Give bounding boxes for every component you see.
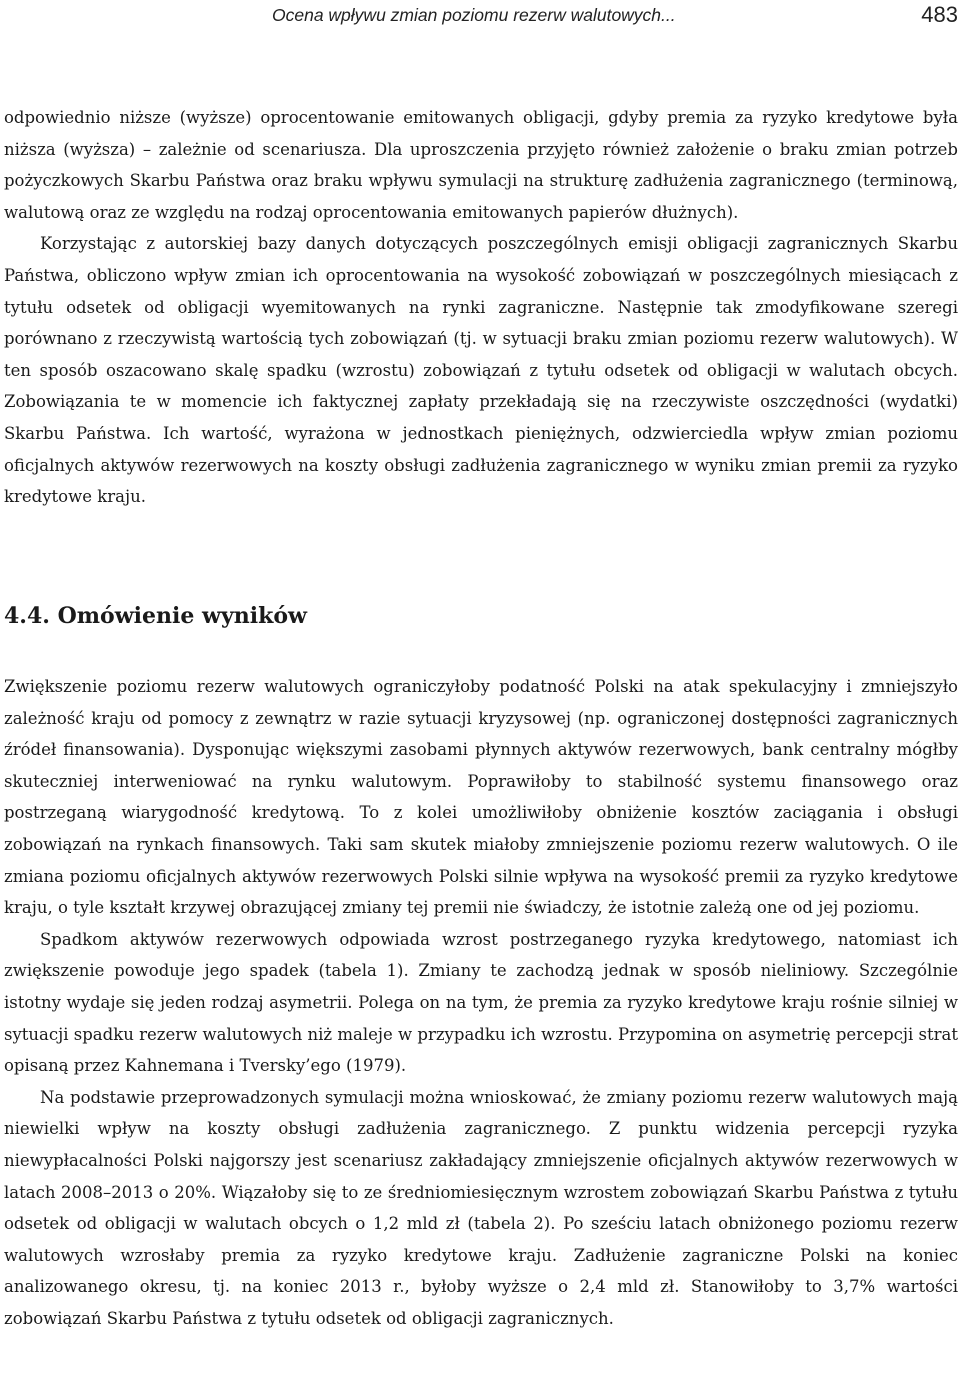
results-text-block — [4, 671, 958, 1334]
section-heading — [4, 603, 307, 629]
running-title: Ocena wpływu zmian poziomu rezerw walutowych... — [272, 5, 676, 25]
page-number: 483 — [921, 2, 958, 27]
paragraph-simulation-results: Na podstawie przeprowadzonych symulacji można wnioskować, że zmiany poziomu rezerw walutowych mają niewielki wpływ na koszty obsługi zadłużenia zagranicznego. Z punktu widzenia percepcji ryzyka niewypłacalności Polski najgorszy jest scenariusz zakładający zmniejszenie oficjalnych aktywów rezerwowych w latach 2008–2013 o 20%. Wiązałoby się to ze średniomiesięcznym wzrostem zobowiązań Skarbu Państwa z tytułu odsetek od obligacji w walutach obcych o 1,2 mld zł (tabela 2). Po sześciu latach obniżonego poziomu rezerw walutowych wzrosłaby premia za ryzyko kredytowe kraju. Zadłużenie zagraniczne Polski na koniec analizowanego okresu, tj. na koniec 2013 r., byłoby wyższe o 2,4 mld zł. Stanowiłoby to 3,7% wartości zobowiązań Skarbu Państwa z tytułu odsetek od obligacji zagranicznych. — [4, 1087, 958, 1328]
running-header — [0, 0, 960, 36]
paragraph-continuation: odpowiednio niższe (wyższe) oprocentowanie emitowanych obligacji, gdyby premia za ryzyko kredytowe była niższa (wyższa) – zależnie od scenariusza. Dla uproszczenia przyjęto również założenie o braku zmian potrzeb pożyczkowych Skarbu Państwa oraz braku wpływu symulacji na strukturę zadłużenia zagranicznego (terminową, walutową oraz ze względu na rodzaj oprocentowania emitowanych papierów dłużnych). — [4, 108, 958, 222]
paragraph-methodology: Korzystając z autorskiej bazy danych dotyczących poszczególnych emisji obligacji zagranicznych Skarbu Państwa, obliczono wpływ zmian ich oprocentowania na wysokość zobowiązań w poszczególnych miesiącach z tytułu odsetek od obligacji wyemitowanych na rynki zagraniczne. Następnie tak zmodyfikowane szeregi porównano z rzeczywistą wartością tych zobowiązań (tj. w sytuacji braku zmian poziomu rezerw walutowych). W ten sposób oszacowano skalę spadku (wzrostu) zobowiązań z tytułu odsetek od obligacji w walutach obcych. Zobowiązania te w momencie ich faktycznej zapłaty przekładają się na rzeczywiste oszczędności (wydatki) Skarbu Państwa. Ich wartość, wyrażona w jednostkach pieniężnych, odzwierciedla wpływ zmian poziomu oficjalnych aktywów rezerwowych na koszty obsługi zadłużenia zagranicznego w wyniku zmian premii za ryzyko kredytowe kraju. — [4, 234, 958, 507]
intro-text-block — [4, 102, 958, 513]
paragraph-reserves-impact: Zwiększenie poziomu rezerw walutowych ograniczyłoby podatność Polski na atak spekulacyjny i zmniejszyło zależność kraju od pomocy z zewnątrz w razie sytuacji kryzysowej (np. ograniczonej dostępności zagranicznych źródeł finansowania). Dysponując większymi zasobami płynnych aktywów rezerwowych, bank centralny mógłby skuteczniej interweniować na rynku walutowym. Poprawiłoby to stabilność systemu finansowego oraz postrzeganą wiarygodność kredytową. To z kolei umożliwiłoby obniżenie kosztów zaciągania i obsługi zobowiązań na rynkach finansowych. Taki sam skutek miałoby zmniejszenie poziomu rezerw walutowych. O ile zmiana poziomu oficjalnych aktywów rezerwowych Polski silnie wpływa na wysokość premii za ryzyko kredytowe kraju, o tyle kształt krzywej obrazującej zmiany tej premii nie świadczy, że istotnie zależą one od jej poziomu. — [4, 677, 958, 918]
section-number: 4.4. — [4, 603, 50, 629]
section-title: Omówienie wyników — [57, 603, 307, 629]
paragraph-asymmetry: Spadkom aktywów rezerwowych odpowiada wzrost postrzeganego ryzyka kredytowego, natomiast ich zwiększenie powoduje jego spadek (tabela 1). Zmiany te zachodzą jednak w sposób nieliniowy. Szczególnie istotny wydaje się jeden rodzaj asymetrii. Polega on na tym, że premia za ryzyko kredytowe kraju rośnie silniej w sytuacji spadku rezerw walutowych niż maleje w przypadku ich wzrostu. Przypomina on asymetrię percepcji strat opisaną przez Kahnemana i Tversky’ego (1979). — [4, 929, 958, 1076]
